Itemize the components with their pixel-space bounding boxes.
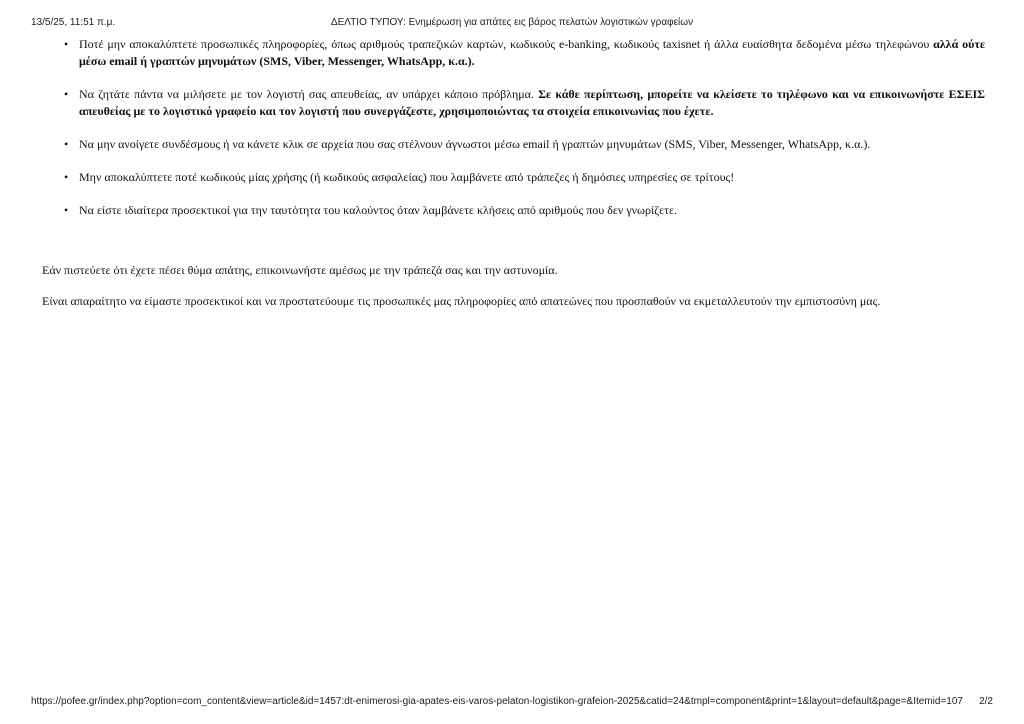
print-document-title: ΔΕΛΤΙΟ ΤΥΠΟΥ: Ενημέρωση για απάτες εις βάρος πελατών λογιστικών γραφείων: [330, 17, 694, 28]
list-item-emphasis: Σε κάθε περίπτωση, μπορείτε να κλείσετε το τηλέφωνο και να επικοινωνήστε ΕΣΕΙΣ απευθείας με το λογιστικό γραφείο και τον λογιστή που συνεργάζεστε, χρησιμοποιώντας τα στοιχεία επικοινωνίας που έχετε.: [79, 87, 986, 118]
paragraph-closing: Είναι απαραίτητο να είμαστε προσεκτικοί και να προστατεύουμε τις προσωπικές μας πληροφορίες από απατεώνες που προσπαθούν να εκμεταλλευτούν την εμπιστοσύνη μας.: [42, 294, 881, 308]
print-header: [0, 17, 1024, 31]
list-item: [64, 36, 985, 70]
list-item: [64, 202, 985, 219]
list-item: [64, 86, 985, 120]
print-datetime: 13/5/25, 11:51 π.μ.: [31, 17, 116, 28]
list-item: [64, 169, 985, 186]
list-item-text: Να μην ανοίγετε συνδέσμους ή να κάνετε κλικ σε αρχεία που σας στέλνουν άγνωστοι μέσω email ή γραπτών μηνυμάτων (SMS, Viber, Messenger, WhatsApp, κ.α.).: [79, 137, 871, 151]
list-item-emphasis: αλλά ούτε μέσω email ή γραπτών μηνυμάτων (SMS, Viber, Messenger, WhatsApp, κ.α.).: [79, 37, 985, 68]
print-url: https://pofee.gr/index.php?option=com_content&view=article&id=1457:dt-enimerosi-gia-apates-eis-varos-pelaton-logistikon-grafeion-2025&catid=24&tmpl=component&print=1&layout=default&page=&Itemid=107: [31, 696, 963, 707]
paragraph-victim-advice: Εάν πιστεύετε ότι έχετε πέσει θύμα απάτης, επικοινωνήστε αμέσως με την τράπεζά σας και την αστυνομία.: [42, 263, 558, 277]
list-item-text: Να ζητάτε πάντα να μιλήσετε με τον λογιστή σας απευθείας, αν υπάρχει κάποιο πρόβλημα.: [79, 87, 539, 101]
print-footer: [0, 696, 1024, 710]
list-item: [64, 136, 985, 153]
list-item-text: Μην αποκαλύπτετε ποτέ κωδικούς μίας χρήσης (ή κωδικούς ασφαλείας) που λαμβάνετε από τράπεζες ή δημόσιες υπηρεσίες σε τρίτους!: [79, 170, 735, 184]
page-number: 2/2: [979, 696, 993, 707]
list-item-text: Ποτέ μην αποκαλύπτετε προσωπικές πληροφορίες, όπως αριθμούς τραπεζικών καρτών, κωδικούς e-banking, κωδικούς taxisnet ή άλλα ευαίσθητα δεδομένα μέσω τηλεφώνου: [79, 37, 934, 51]
list-item-text: Να είστε ιδιαίτερα προσεκτικοί για την ταυτότητα του καλούντος όταν λαμβάνετε κλήσεις από αριθμούς που δεν γνωρίζετε.: [79, 203, 678, 217]
advice-list: [64, 36, 985, 219]
